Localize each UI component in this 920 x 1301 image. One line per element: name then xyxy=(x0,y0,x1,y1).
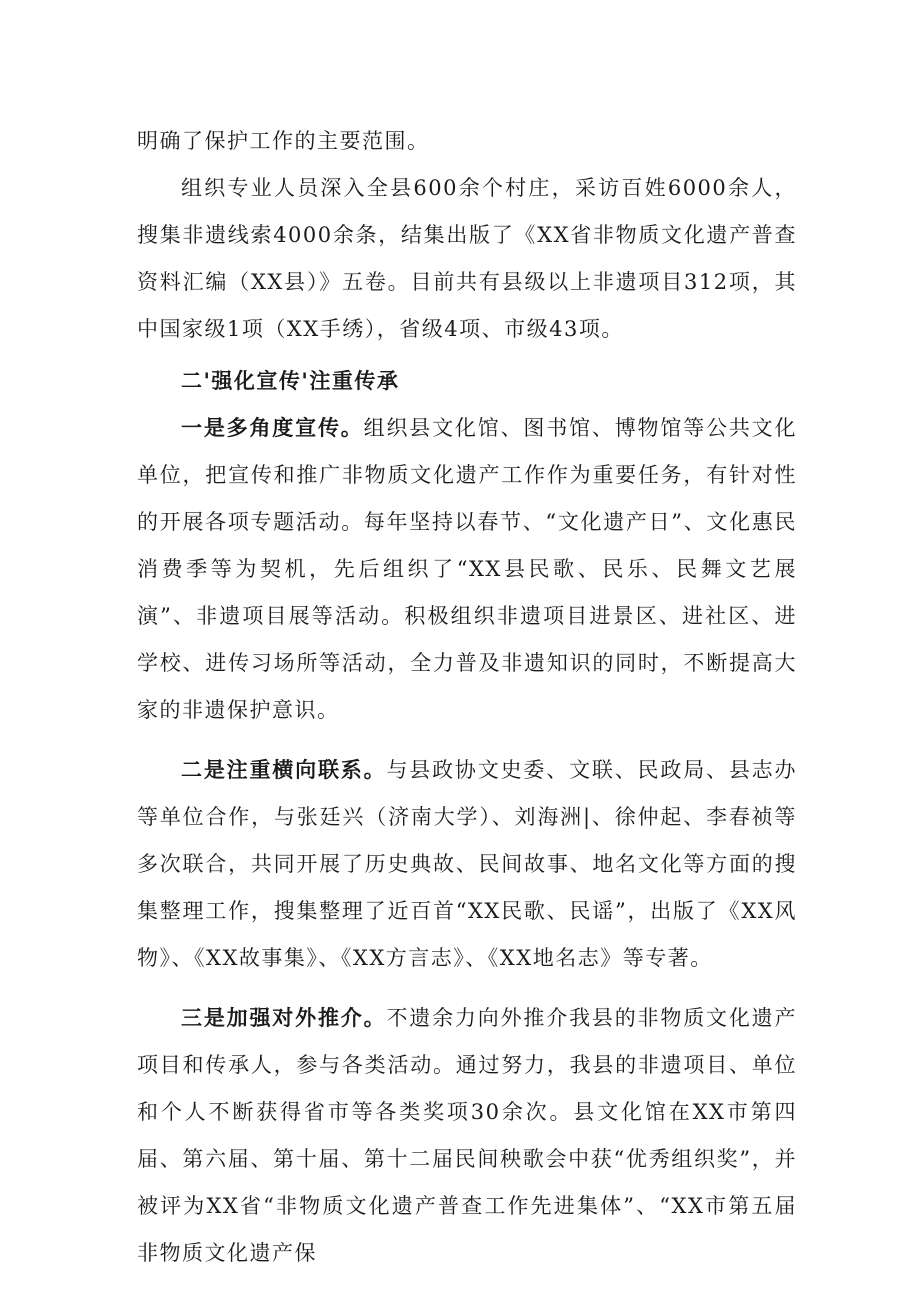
item-2-body: 与县政协文史委、文联、民政局、县志办等单位合作，与张廷兴（济南大学）、刘海洲|、徐仲起、李春祯等多次联合，共同开展了历史典故、民间故事、地名文化等方面的搜集整理工作，搜集整理了近百首“XX民歌、民谣”，出版了《XX风物》、《XX故事集》、《XX方言志》、《XX地名志》等专著。 xyxy=(137,758,798,970)
paragraph-intro-tail: 明确了保护工作的主要范围。 xyxy=(137,129,430,153)
item-2-lead: 二是注重横向联系。 xyxy=(181,757,387,782)
item-1-lead: 一是多角度宣传。 xyxy=(181,415,364,440)
section-heading: 二'强化宣传'注重传承 xyxy=(181,368,400,393)
item-3-lead: 三是加强对外推介。 xyxy=(181,1005,387,1030)
paragraph-item-3 xyxy=(137,994,797,1277)
paragraph-item-1 xyxy=(137,404,797,734)
paragraph-survey: 组织专业人员深入全县600余个村庄，采访百姓6000余人，搜集非遗线索4000余条，结集出版了《XX省非物质文化遗产普查资料汇编（XX县）》五卷。目前共有县级以上非遗项目312项，其中国家级1项（XX手绣），省级4项、市级43项。 xyxy=(137,176,797,341)
paragraph-item-2 xyxy=(137,746,797,982)
item-3-body: 不遗余力向外推介我县的非物质文化遗产项目和传承人，参与各类活动。通过努力，我县的非遗项目、单位和个人不断获得省市等各类奖项30余次。县文化馆在XX市第四届、第六届、第十届、第十二届民间秧歌会中获“优秀组织奖”，并被评为XX省“非物质文化遗产普查工作先进集体”、“XX市第五届非物质文化遗产保 xyxy=(137,1006,798,1265)
document-page xyxy=(137,118,797,1277)
item-1-body: 组织县文化馆、图书馆、博物馆等公共文化单位，把宣传和推广非物质文化遗产工作作为重要任务，有针对性的开展各项专题活动。每年坚持以春节、“文化遗产日”、文化惠民消费季等为契机，先后组织了“XX县民歌、民乐、民舞文艺展演”、非遗项目展等活动。积极组织非遗项目进景区、进社区、进学校、进传习场所等活动，全力普及非遗知识的同时，不断提高大家的非遗保护意识。 xyxy=(137,416,798,722)
